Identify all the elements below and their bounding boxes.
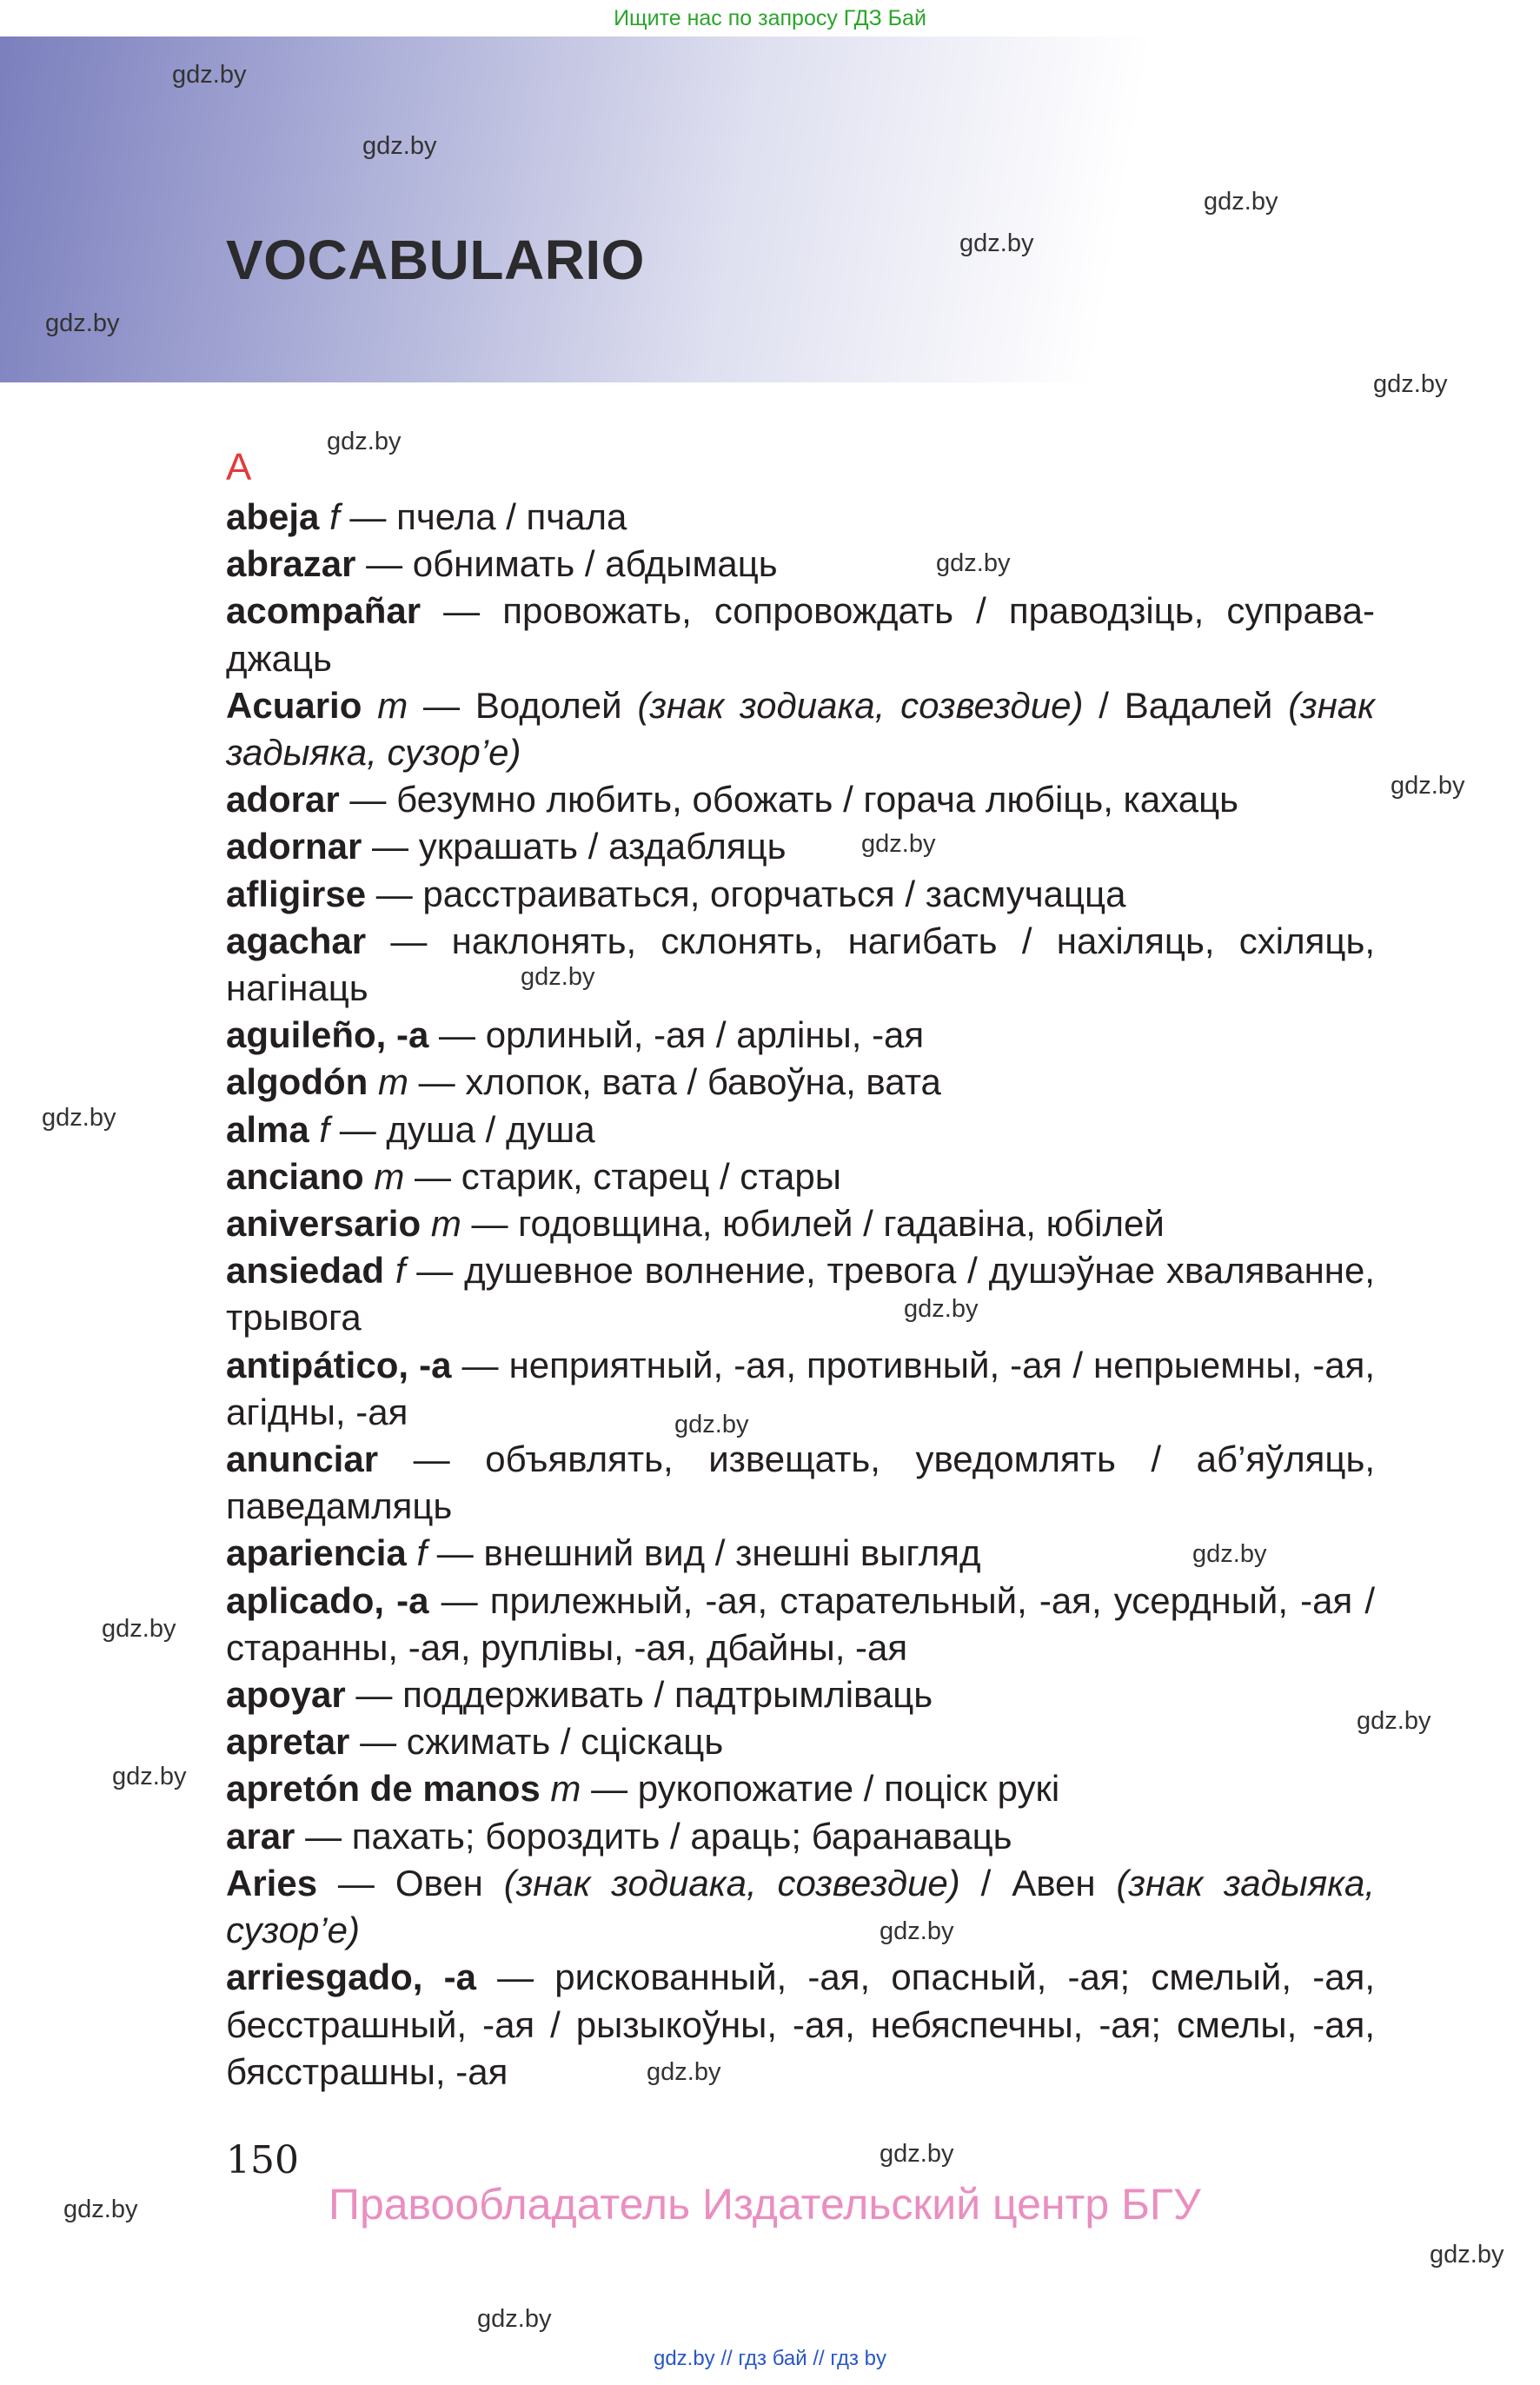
headword: arriesgado, -a [226, 1956, 476, 1998]
vocabulary-list [226, 494, 1375, 2096]
watermark: gdz.by [1391, 772, 1465, 800]
vocab-entry [226, 588, 1375, 681]
separator: — [329, 1108, 387, 1150]
separator: — [404, 1155, 461, 1197]
grammar-tag: f [395, 1250, 406, 1292]
vocab-entry [226, 918, 1375, 1012]
translation: пахать; бороздить / араць; баранаваць [351, 1815, 1012, 1857]
watermark: gdz.by [647, 2058, 721, 2086]
separator: — [366, 873, 423, 914]
watermark: gdz.by [936, 549, 1011, 577]
vocab-entry [226, 1860, 1375, 1954]
headword: abrazar [226, 543, 356, 585]
note-ru: (знак зодиака, созвездие) [503, 1862, 960, 1903]
separator: — [339, 496, 397, 537]
grammar-tag: m [374, 1155, 405, 1197]
watermark: gdz.by [1373, 370, 1448, 398]
translation-be: / Вадалей [1083, 684, 1289, 726]
headword: apoyar [226, 1674, 346, 1716]
vocab-entry [226, 1436, 1375, 1530]
grammar-tag: m [377, 684, 408, 726]
headword: aplicado, -a [226, 1579, 429, 1621]
separator: — [362, 826, 419, 867]
grammar-tag: f [416, 1532, 428, 1574]
separator: — [427, 1532, 484, 1574]
vocab-entry [226, 776, 1375, 823]
grammar-tag: m [430, 1203, 461, 1245]
separator: — [378, 1438, 486, 1480]
vocab-entry [226, 1765, 1375, 1812]
headword: abeja [226, 496, 320, 537]
headword: ansiedad [226, 1250, 385, 1292]
translation: орлиный, -ая / арліны, -ая [485, 1014, 925, 1056]
headword: algodón [226, 1061, 368, 1103]
separator: — [317, 1862, 395, 1903]
watermark: gdz.by [172, 61, 247, 89]
page-title: VOCABULARIO [226, 229, 645, 291]
grammar-tag: m [550, 1768, 581, 1810]
translation: поддерживать / падтрымліваць [402, 1674, 933, 1716]
translation: безумно любить, обожать / горача любіць, кахаць [396, 779, 1239, 820]
separator: — [428, 1579, 490, 1621]
headword: agachar [226, 920, 367, 961]
translation-be: / Авен [959, 1862, 1117, 1903]
vocab-entry [226, 1342, 1375, 1436]
headword: aguileño, -a [226, 1014, 429, 1056]
vocab-entry [226, 1578, 1375, 1671]
vocab-entry [226, 1718, 1375, 1765]
headword: antipático, -a [226, 1344, 452, 1385]
vocab-entry [226, 1813, 1375, 1860]
separator: — [461, 1203, 519, 1245]
watermark: gdz.by [112, 1763, 187, 1790]
translation: неприятный, -ая, противный, -ая / непрыемны, -ая, агідны, -ая [226, 1344, 1375, 1432]
watermark: gdz.by [42, 1104, 116, 1132]
watermark: gdz.by [63, 2196, 138, 2223]
separator: — [408, 1061, 466, 1103]
headword: adornar [226, 826, 362, 867]
translation: украшать / аздабляць [418, 826, 787, 867]
vocab-entry [226, 1012, 1375, 1059]
translation: душевное волнение, тревога / душэўнае хваляванне, трывога [226, 1250, 1375, 1339]
translation: душа / душа [386, 1108, 595, 1150]
headword: afligirse [226, 873, 367, 914]
separator: — [349, 1721, 407, 1763]
translation: объявлять, извещать, уведомлять / аб’яўляць, паведамляць [226, 1438, 1376, 1527]
headword: anciano [226, 1155, 364, 1197]
watermark: gdz.by [880, 1917, 954, 1945]
watermark: gdz.by [102, 1615, 176, 1643]
watermark: gdz.by [1430, 2241, 1504, 2269]
note-be: (знак задыяка, сузор’е) [226, 684, 1375, 774]
separator: — [345, 1674, 403, 1716]
grammar-tag: m [377, 1061, 408, 1103]
translation: старик, старец / стары [461, 1155, 841, 1197]
vocab-entry [226, 1059, 1375, 1106]
vocab-entry [226, 823, 1375, 870]
vocab-entry [226, 494, 1375, 541]
note-be: (знак задыяка, сузор’е) [226, 1862, 1375, 1951]
translation: внешний вид / знешні выгляд [483, 1532, 981, 1574]
translation: рукопожатие / поціск рукі [637, 1768, 1060, 1810]
separator: — [366, 920, 452, 961]
translation: сжимать / сціскаць [406, 1721, 724, 1763]
watermark: gdz.by [904, 1295, 979, 1323]
page-number: 150 [226, 2138, 299, 2182]
watermark: gdz.by [861, 830, 936, 858]
translation: обнимать / абдымаць [412, 543, 778, 585]
copyright-notice: Правообладатель Издательский центр БГУ [329, 2180, 1201, 2229]
watermark: gdz.by [1357, 1707, 1431, 1735]
separator: — [581, 1768, 638, 1810]
watermark: gdz.by [1204, 188, 1278, 216]
separator: — [451, 1344, 509, 1385]
vocab-entry [226, 1954, 1375, 2096]
vocab-entry [226, 541, 1375, 588]
headword: alma [226, 1108, 309, 1150]
translation: хлопок, вата / бавоўна, вата [465, 1061, 941, 1103]
headword: Aries [226, 1862, 318, 1903]
note-ru: (знак зодиака, созвездие) [637, 684, 1084, 726]
translation: рискованный, -ая, опасный, -ая; смелый, -ая, бесстрашный, -ая / рызыкоўны, -ая, небяспечны, -ая; смелы, -ая, бясстрашны, -ая [226, 1956, 1375, 2092]
grammar-tag: f [329, 496, 340, 537]
headword: apretón de manos [226, 1768, 541, 1810]
separator: — [421, 590, 503, 632]
watermark: gdz.by [959, 229, 1034, 257]
translation-ru: Водолей [475, 684, 638, 726]
translation: пчела / пчала [396, 496, 627, 537]
footer-links[interactable]: gdz.by // гдз бай // гдз by [653, 2347, 887, 2370]
watermark: gdz.by [327, 428, 402, 455]
watermark: gdz.by [45, 309, 120, 337]
headword: aniversario [226, 1203, 422, 1245]
translation: наклонять, склонять, нагибать / нахіляць, схіляць, нагінаць [226, 920, 1375, 1009]
vocab-entry [226, 1200, 1375, 1247]
headword: apariencia [226, 1532, 407, 1574]
separator: — [295, 1815, 352, 1857]
translation: провожать, сопровождать / праводзіць, суправаджаць [226, 590, 1375, 679]
grammar-tag: f [319, 1108, 330, 1150]
top-banner[interactable]: Ищите нас по запросу ГДЗ Бай [614, 6, 926, 30]
headword: anunciar [226, 1438, 379, 1480]
watermark: gdz.by [1192, 1540, 1267, 1568]
translation: расстраиваться, огорчаться / засмучацца [422, 873, 1126, 914]
vocab-entry [226, 871, 1375, 918]
separator: — [428, 1014, 486, 1056]
watermark: gdz.by [880, 2140, 954, 2168]
vocab-entry [226, 1106, 1375, 1153]
headword: apretar [226, 1721, 350, 1763]
translation: прилежный, -ая, старательный, -ая, усердный, -ая / старанны, -ая, руплівы, -ая, дбайны, -ая [226, 1579, 1375, 1668]
separator: — [475, 1956, 555, 1998]
vocab-entry [226, 682, 1375, 776]
vocab-entry [226, 1671, 1375, 1718]
separator: — [355, 543, 413, 585]
watermark: gdz.by [477, 2305, 552, 2333]
separator: — [405, 1250, 465, 1292]
watermark: gdz.by [674, 1411, 749, 1438]
headword: arar [226, 1815, 295, 1857]
watermark: gdz.by [521, 963, 595, 991]
vocab-entry [226, 1247, 1375, 1341]
separator: — [339, 779, 397, 820]
separator: — [408, 684, 475, 726]
headword: acompañar [226, 590, 422, 632]
section-letter: A [226, 446, 252, 488]
translation: годовщина, юбилей / гадавіна, юбілей [518, 1203, 1165, 1245]
headword: adorar [226, 779, 340, 820]
watermark: gdz.by [362, 132, 437, 160]
headword: Acuario [226, 684, 362, 726]
vocab-entry [226, 1153, 1375, 1200]
translation-ru: Овен [395, 1862, 504, 1903]
